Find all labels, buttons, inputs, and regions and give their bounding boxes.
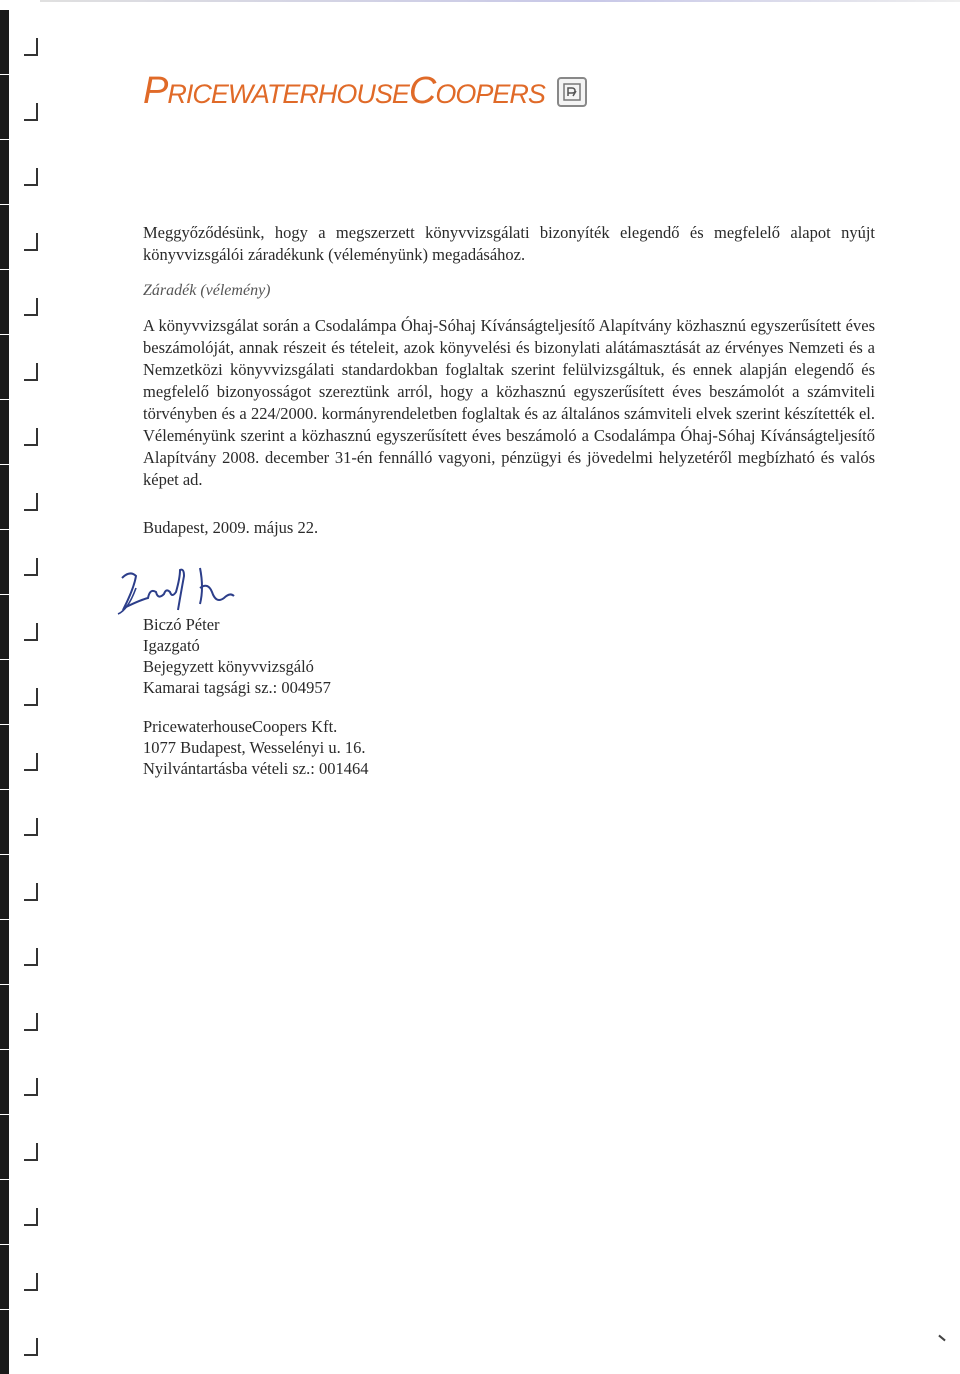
binding-hook <box>24 1078 38 1096</box>
binding-bar <box>0 1050 9 1114</box>
company-logo <box>143 70 587 113</box>
binding-hook <box>24 428 38 446</box>
binding-hook <box>24 168 38 186</box>
binding-bar <box>0 1310 9 1374</box>
opening-paragraph: Meggyőződésünk, hogy a megszerzett könyvvizsgálati bizonyíték elegendő és megfelelő alapot nyújt könyvvizsgálói záradékunk (véleményünk) megadásához. <box>143 223 875 264</box>
binding-hook <box>24 233 38 251</box>
binding-hook <box>24 1013 38 1031</box>
binding-bar <box>0 335 9 399</box>
binding-hook <box>24 38 38 56</box>
binding-bar <box>0 660 9 724</box>
firm-block <box>143 716 368 779</box>
binding-bar <box>0 855 9 919</box>
binding-hook <box>24 883 38 901</box>
binding-hook <box>24 298 38 316</box>
logo-wordmark: PricewaterhouseCoopers <box>143 70 545 112</box>
binding-hook <box>24 1143 38 1161</box>
pwc-seal-icon <box>557 77 587 107</box>
binding-bar <box>0 920 9 984</box>
binding-bar <box>0 465 9 529</box>
binding-hook <box>24 493 38 511</box>
document-body <box>143 222 875 539</box>
binding-hook <box>24 948 38 966</box>
spiral-binding <box>0 0 40 1357</box>
binding-hook <box>24 818 38 836</box>
firm-address: 1077 Budapest, Wesselényi u. 16. <box>143 738 366 757</box>
binding-bar <box>0 400 9 464</box>
binding-hook <box>24 1273 38 1291</box>
binding-hook <box>24 363 38 381</box>
section-heading: Záradék (vélemény) <box>143 282 271 299</box>
signatory-name: Biczó Péter <box>143 615 220 634</box>
top-edge-line <box>40 0 960 2</box>
binding-hook <box>24 753 38 771</box>
signatory-title: Igazgató <box>143 636 200 655</box>
signatory-chamber-id: Kamarai tagsági sz.: 004957 <box>143 678 331 697</box>
binding-bar <box>0 1180 9 1244</box>
firm-name: PricewaterhouseCoopers Kft. <box>143 717 338 736</box>
firm-registry: Nyilvántartásba vételi sz.: 001464 <box>143 759 369 778</box>
binding-bar <box>0 10 9 74</box>
binding-bar <box>0 595 9 659</box>
signatory-role: Bejegyzett könyvvizsgáló <box>143 657 314 676</box>
binding-bar <box>0 985 9 1049</box>
binding-bar <box>0 790 9 854</box>
signatory-block <box>143 614 331 698</box>
binding-bar <box>0 1115 9 1179</box>
binding-hook <box>24 1208 38 1226</box>
opinion-paragraph: A könyvvizsgálat során a Csodalámpa Óhaj-Sóhaj Kívánságteljesítő Alapítvány közhasznú egyszerűsített éves beszámolóját, annak részeit és tételeit, azok könyvelési és bizonylati alátámasztását az érvényes Nemzeti és a Nemzetközi könyvvizsgálati standardokban foglaltak szerint felülvizsgáltuk, és ennek alapján elegendő és megfelelő bizonyosságot szereztünk arról, hogy a közhasznú egyszerűsített éves beszámolót a számviteli törvényben és a 224/2000. kormányrendeletben foglaltak és az általános számviteli elvek szerint készítették el. Véleményünk szerint a közhasznú egyszerűsített éves beszámoló a Csodalámpa Óhaj-Sóhaj Kívánságteljesítő Alapítvány 2008. december 31-én fennálló vagyoni, pénzügyi és jövedelmi helyzetéről megbízható és valós képet ad. <box>143 316 875 489</box>
binding-hook <box>24 103 38 121</box>
binding-bar <box>0 205 9 269</box>
binding-bar <box>0 725 9 789</box>
binding-hook <box>24 558 38 576</box>
binding-bar <box>0 1245 9 1309</box>
binding-bar <box>0 140 9 204</box>
binding-bar <box>0 270 9 334</box>
corner-mark <box>938 1335 945 1342</box>
date-line: Budapest, 2009. május 22. <box>143 518 319 537</box>
binding-hook <box>24 1338 38 1356</box>
binding-bar <box>0 75 9 139</box>
binding-bar <box>0 530 9 594</box>
binding-hook <box>24 688 38 706</box>
binding-hook <box>24 623 38 641</box>
